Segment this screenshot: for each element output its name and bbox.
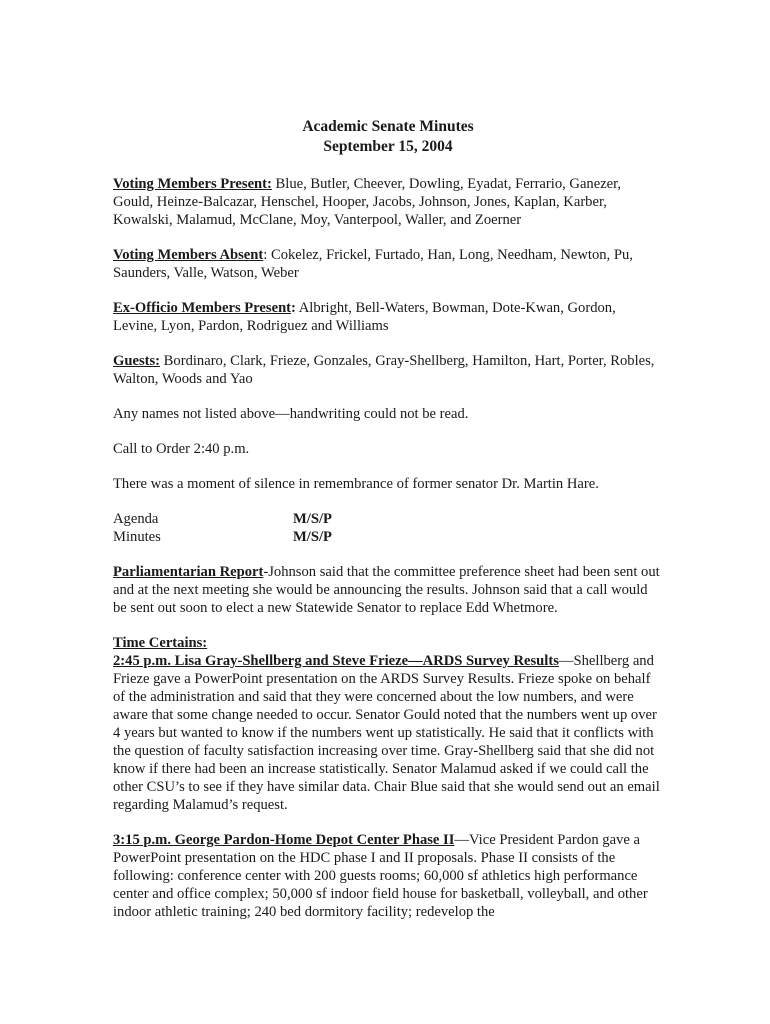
voting-absent-names: : Cokelez, Frickel, Furtado, Han, Long, Needham, Newton, Pu, Saunders, Valle, Watson, Weber	[113, 247, 633, 281]
names-note: Any names not listed above—handwriting could not be read.	[113, 406, 469, 422]
time-certains-item-1	[113, 634, 663, 814]
agenda-row-label: Agenda	[113, 511, 159, 527]
ards-survey-text: —Shellberg and Frieze gave a PowerPoint presentation on the ARDS Survey Results. Frieze spoke on behalf of the administration and said that they were concerned about the low numbers, and were aware that some change needed to occur. Senator Gould noted that the numbers went up over 4 years but wanted to know if the numbers went up statistically. He said that it conflicts with the question of faculty satisfaction increasing over time. Gray-Shellberg said that she did not know if there had been an increase statistically. Senator Malamud asked if we could call the other CSU’s to see if they have similar data. Chair Blue said that she would send out an email regarding Malamud’s request.	[113, 653, 660, 813]
minutes-row-label: Minutes	[113, 529, 161, 545]
call-to-order: Call to Order 2:40 p.m.	[113, 441, 250, 457]
agenda-row-value: M/S/P	[293, 511, 332, 527]
time-certains-heading: Time Certains:	[113, 635, 208, 651]
voting-present-paragraph	[113, 175, 663, 229]
moment-of-silence: There was a moment of silence in remembrance of former senator Dr. Martin Hare.	[113, 476, 599, 492]
guests-label: Guests:	[113, 353, 161, 369]
guests-names: Bordinaro, Clark, Frieze, Gonzales, Gray-Shellberg, Hamilton, Hart, Porter, Robles, Walton, Woods and Yao	[113, 353, 655, 387]
parliamentarian-label: Parliamentarian Report	[113, 564, 264, 580]
voting-present-label: Voting Members Present:	[113, 176, 272, 192]
time-certains-item-2	[113, 831, 663, 921]
parliamentarian-paragraph	[113, 563, 663, 617]
ex-officio-label: Ex-Officio Members Present	[113, 300, 292, 316]
minutes-document	[113, 117, 663, 938]
ards-survey-label: 2:45 p.m. Lisa Gray-Shellberg and Steve Frieze—ARDS Survey Results	[113, 653, 559, 669]
agenda-motions	[113, 510, 663, 546]
voting-absent-paragraph	[113, 246, 663, 282]
voting-absent-label: Voting Members Absent	[113, 247, 264, 263]
document-title	[113, 117, 663, 157]
home-depot-text: —Vice President Pardon gave a PowerPoint presentation on the HDC phase I and II proposals. Phase II consists of the following: conference center with 200 guests rooms; 60,000 sf athletics high performance center and office complex; 50,000 sf indoor field house for basketball, volleyball, and other indoor athletic training; 240 bed dormitory facility; redevelop the	[113, 832, 648, 920]
agenda-row	[113, 510, 663, 528]
ex-officio-colon: :	[291, 300, 296, 316]
ex-officio-paragraph	[113, 299, 663, 335]
parliamentarian-text: -Johnson said that the committee preference sheet had been sent out and at the next meeting she would be announcing the results. Johnson said that a call would be sent out soon to elect a new Statewide Senator to replace Edd Whetmore.	[113, 564, 660, 616]
title-date: September 15, 2004	[323, 138, 453, 155]
minutes-row-value: M/S/P	[293, 529, 332, 545]
ex-officio-names: Albright, Bell-Waters, Bowman, Dote-Kwan, Gordon, Levine, Lyon, Pardon, Rodriguez and Williams	[113, 300, 616, 334]
guests-paragraph	[113, 352, 663, 388]
minutes-row	[113, 528, 663, 546]
home-depot-label: 3:15 p.m. George Pardon-Home Depot Center Phase II	[113, 832, 455, 848]
voting-present-names: Blue, Butler, Cheever, Dowling, Eyadat, Ferrario, Ganezer, Gould, Heinze-Balcazar, Henschel, Hooper, Jacobs, Johnson, Jones, Kaplan, Karber, Kowalski, Malamud, McClane, Moy, Vanterpool, Waller, and Zoerner	[113, 176, 622, 228]
title-line-1: Academic Senate Minutes	[302, 118, 474, 135]
